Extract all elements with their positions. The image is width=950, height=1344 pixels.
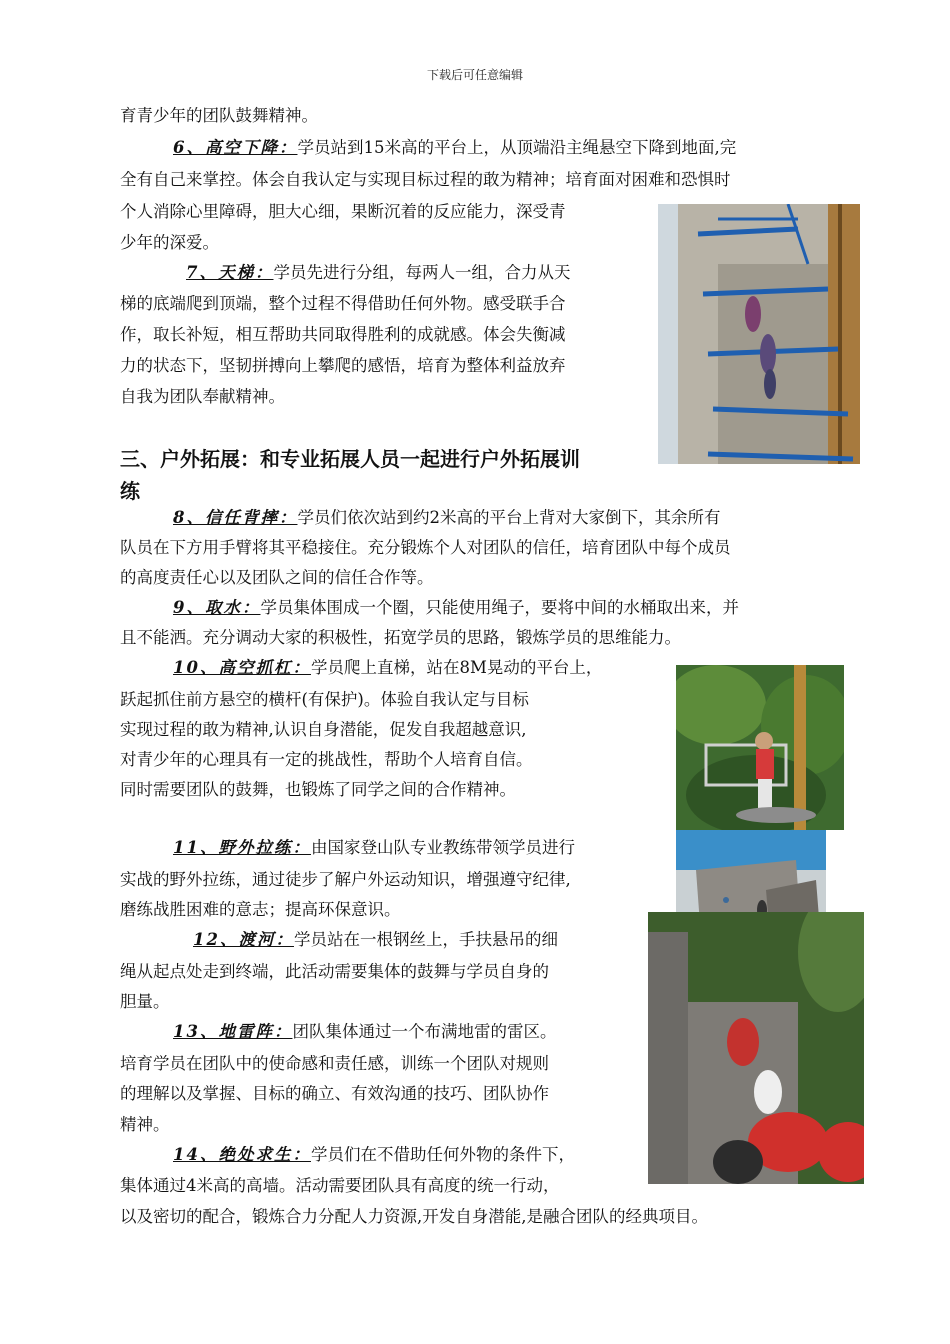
item-8-text: 学员们依次站到约2米高的平台上背对大家倒下，其余所有: [297, 508, 721, 527]
paragraph-line: 育青少年的团队鼓舞精神。: [120, 106, 318, 125]
item-14-keyword: 14、绝处求生：: [173, 1145, 311, 1164]
item-8-keyword: 8、信任背摔：: [173, 508, 298, 527]
item-10-text: 学员爬上直梯，站在8M晃动的平台上，: [310, 658, 603, 677]
sky-ladder-photo: [658, 204, 860, 464]
page-header: 下载后可任意编辑: [426, 68, 523, 82]
item-13-text: 团队集体通过一个布满地雷的雷区。: [292, 1022, 557, 1041]
paragraph-line: 实现过程的敢为精神,认识自身潜能，促发自我超越意识,: [120, 720, 527, 739]
item-8-line: [173, 508, 720, 528]
item-7-text: 学员先进行分组，每两人一组，合力从天: [273, 263, 571, 282]
item-10-keyword: 10、高空抓杠：: [173, 658, 311, 677]
paragraph-line: 全有自己来掌控。体会自我认定与实现目标过程的敢为精神；培育面对困难和恐惧时: [120, 170, 731, 189]
paragraph-line: 对青少年的心理具有一定的挑战性，帮助个人培育自信。: [120, 750, 533, 769]
paragraph-line: 绳从起点处走到终端，此活动需要集体的鼓舞与学员自身的: [120, 962, 549, 981]
item-14-text: 学员们在不借助任何外物的条件下，: [310, 1145, 575, 1164]
item-12-text: 学员站在一根钢丝上，手扶悬吊的细: [293, 930, 558, 949]
item-11-line: [173, 838, 575, 858]
paragraph-line: 磨练战胜困难的意志；提高环保意识。: [120, 900, 401, 919]
paragraph-line: 且不能洒。充分调动大家的积极性，拓宽学员的思路，锻炼学员的思维能力。: [120, 628, 681, 647]
item-7-keyword: 7、天梯：: [186, 263, 274, 282]
section-heading: 三、户外拓展：和专业拓展人员一起进行户外拓展训: [120, 447, 580, 471]
item-9-text: 学员集体围成一个圈，只能使用绳子，要将中间的水桶取出来，并: [260, 598, 739, 617]
paragraph-line: 自我为团队奉献精神。: [120, 387, 285, 406]
paragraph-line: 力的状态下，坚韧拼搏向上攀爬的感悟，培育为整体利益放弃: [120, 356, 566, 375]
item-12-line: [193, 930, 558, 950]
paragraph-line: 梯的底端爬到顶端，整个过程不得借助任何外物。感受联手合: [120, 294, 566, 313]
section-heading-continued: 练: [120, 479, 140, 503]
item-9-line: [173, 598, 739, 618]
item-6-text: 学员站到15米高的平台上，从顶端沿主绳悬空下降到地面,完: [297, 138, 737, 157]
item-9-keyword: 9、取水：: [173, 598, 261, 617]
paragraph-line: 实战的野外拉练，通过徒步了解户外运动知识，增强遵守纪律,: [120, 870, 571, 889]
item-14-line: [173, 1145, 575, 1165]
item-13-keyword: 13、地雷阵：: [173, 1022, 293, 1041]
paragraph-line: 队员在下方用手臂将其平稳接住。充分锻炼个人对团队的信任，培育团队中每个成员: [120, 538, 731, 557]
item-6-keyword: 6、高空下降：: [173, 138, 298, 157]
paragraph-line: 个人消除心里障碍，胆大心细，果断沉着的反应能力，深受青: [120, 202, 566, 221]
paragraph-line: 同时需要团队的鼓舞，也锻炼了同学之间的合作精神。: [120, 780, 516, 799]
paragraph-line: 胆量。: [120, 992, 170, 1011]
high-wall-photo: [648, 912, 864, 1184]
item-7-line: [186, 263, 570, 283]
paragraph-line: 少年的深爱。: [120, 233, 219, 252]
item-13-line: [173, 1022, 556, 1042]
paragraph-line: 精神。: [120, 1115, 170, 1134]
paragraph-line: 集体通过4米高的高墙。活动需要团队具有高度的统一行动，: [120, 1176, 560, 1195]
paragraph-line: 的理解以及掌握、目标的确立、有效沟通的技巧、团队协作: [120, 1084, 549, 1103]
item-11-text: 由国家登山队专业教练带领学员进行: [310, 838, 575, 857]
item-6-line: [173, 138, 736, 158]
item-12-keyword: 12、渡河：: [193, 930, 294, 949]
paragraph-line: 以及密切的配合，锻炼合力分配人力资源,开发自身潜能,是融合团队的经典项目。: [120, 1207, 708, 1226]
paragraph-line: 跃起抓住前方悬空的横杆(有保护)。体验自我认定与目标: [120, 690, 529, 709]
paragraph-line: 培育学员在团队中的使命感和责任感，训练一个团队对规则: [120, 1054, 549, 1073]
paragraph-line: 作，取长补短，相互帮助共同取得胜利的成就感。体会失衡减: [120, 325, 566, 344]
high-bar-photo: [676, 665, 844, 830]
paragraph-line: 的高度责任心以及团队之间的信任合作等。: [120, 568, 434, 587]
item-11-keyword: 11、野外拉练：: [173, 838, 311, 857]
item-10-line: [173, 658, 602, 678]
